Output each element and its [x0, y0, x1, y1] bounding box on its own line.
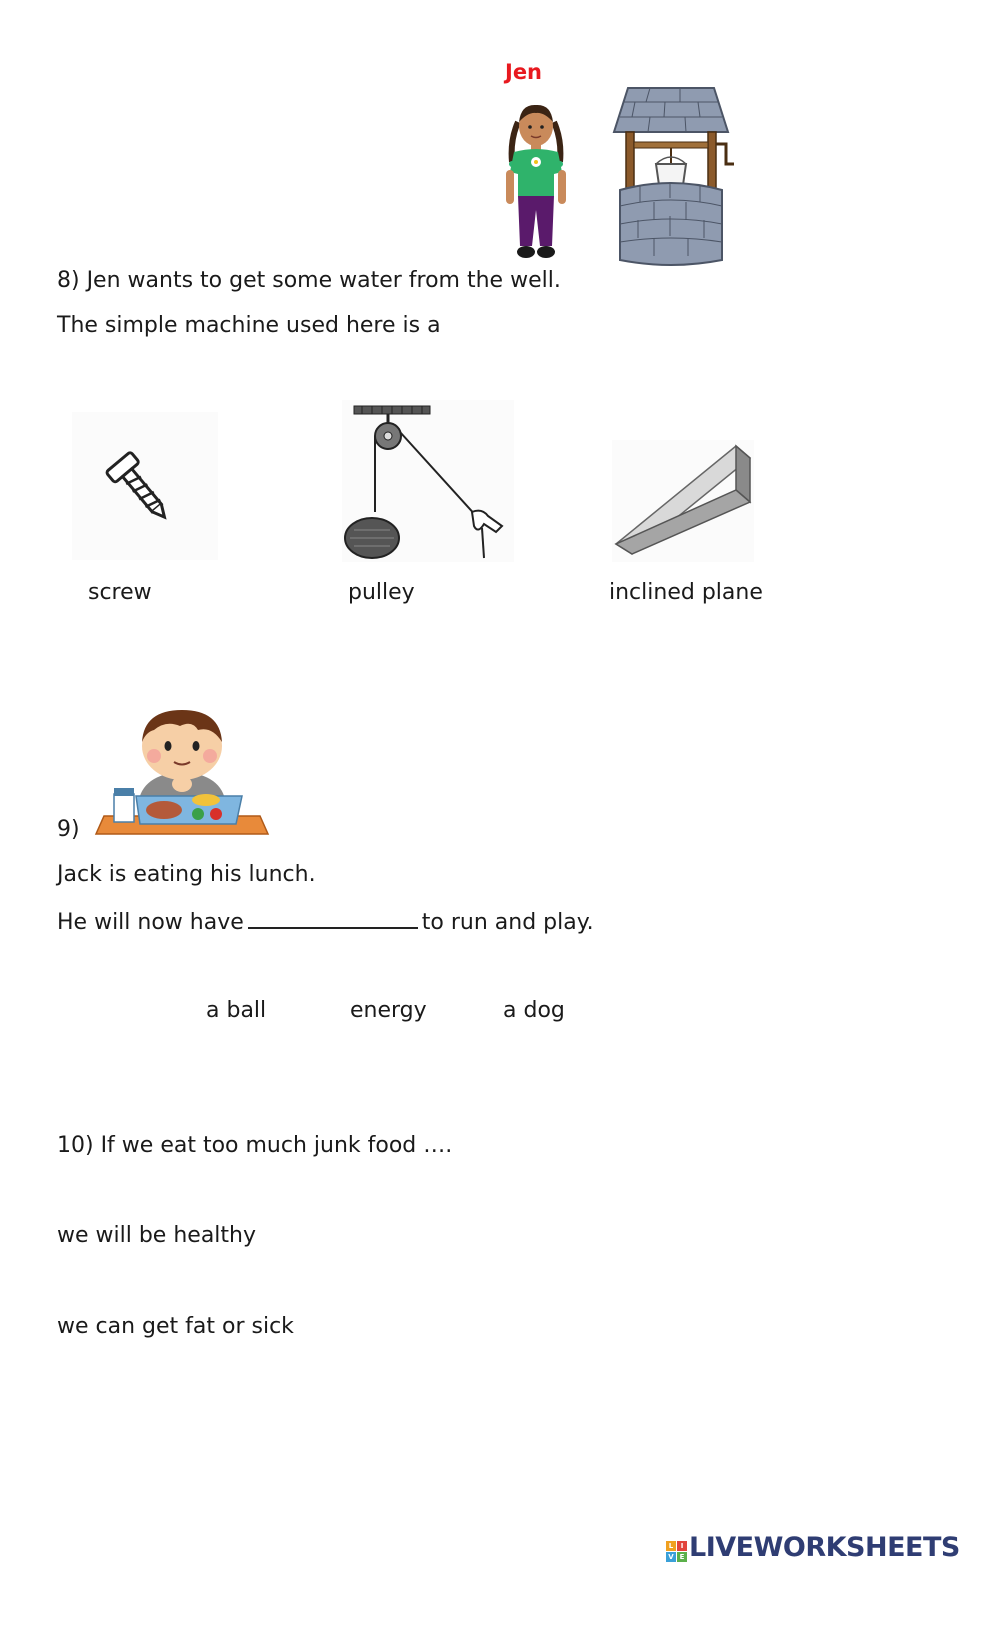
option-fat-or-sick[interactable]: we can get fat or sick [57, 1314, 294, 1339]
logo-blocks-icon: L I V E [666, 1541, 687, 1562]
question-9-line2 [57, 907, 594, 935]
option-screw[interactable]: screw [88, 580, 152, 605]
option-a-ball[interactable]: a ball [206, 998, 267, 1023]
question-9-line2-before: He will now have [57, 910, 244, 935]
liveworksheets-logo [666, 1532, 960, 1563]
screw-image [72, 412, 218, 560]
boy-eating-lunch-illustration [94, 708, 270, 840]
question-8-prompt: The simple machine used here is a [57, 313, 441, 338]
answer-blank[interactable] [248, 907, 418, 929]
well-illustration [610, 84, 740, 266]
question-9-line2-after: to run and play. [421, 910, 594, 935]
pulley-image [342, 400, 514, 562]
girl-illustration [488, 100, 584, 268]
option-inclined-plane[interactable]: inclined plane [609, 580, 763, 605]
question-9-number: 9) [57, 817, 80, 842]
question-8-text: 8) Jen wants to get some water from the well. [57, 268, 561, 293]
logo-text: LIVEWORKSHEETS [689, 1532, 960, 1563]
question-10-text: 10) If we eat too much junk food …. [57, 1133, 453, 1158]
character-name-label: Jen [505, 60, 543, 84]
option-a-dog[interactable]: a dog [503, 998, 565, 1023]
option-pulley[interactable]: pulley [348, 580, 415, 605]
inclined-plane-image [612, 440, 754, 562]
option-healthy[interactable]: we will be healthy [57, 1223, 256, 1248]
option-energy[interactable]: energy [350, 998, 427, 1023]
question-9-line1: Jack is eating his lunch. [57, 862, 316, 887]
